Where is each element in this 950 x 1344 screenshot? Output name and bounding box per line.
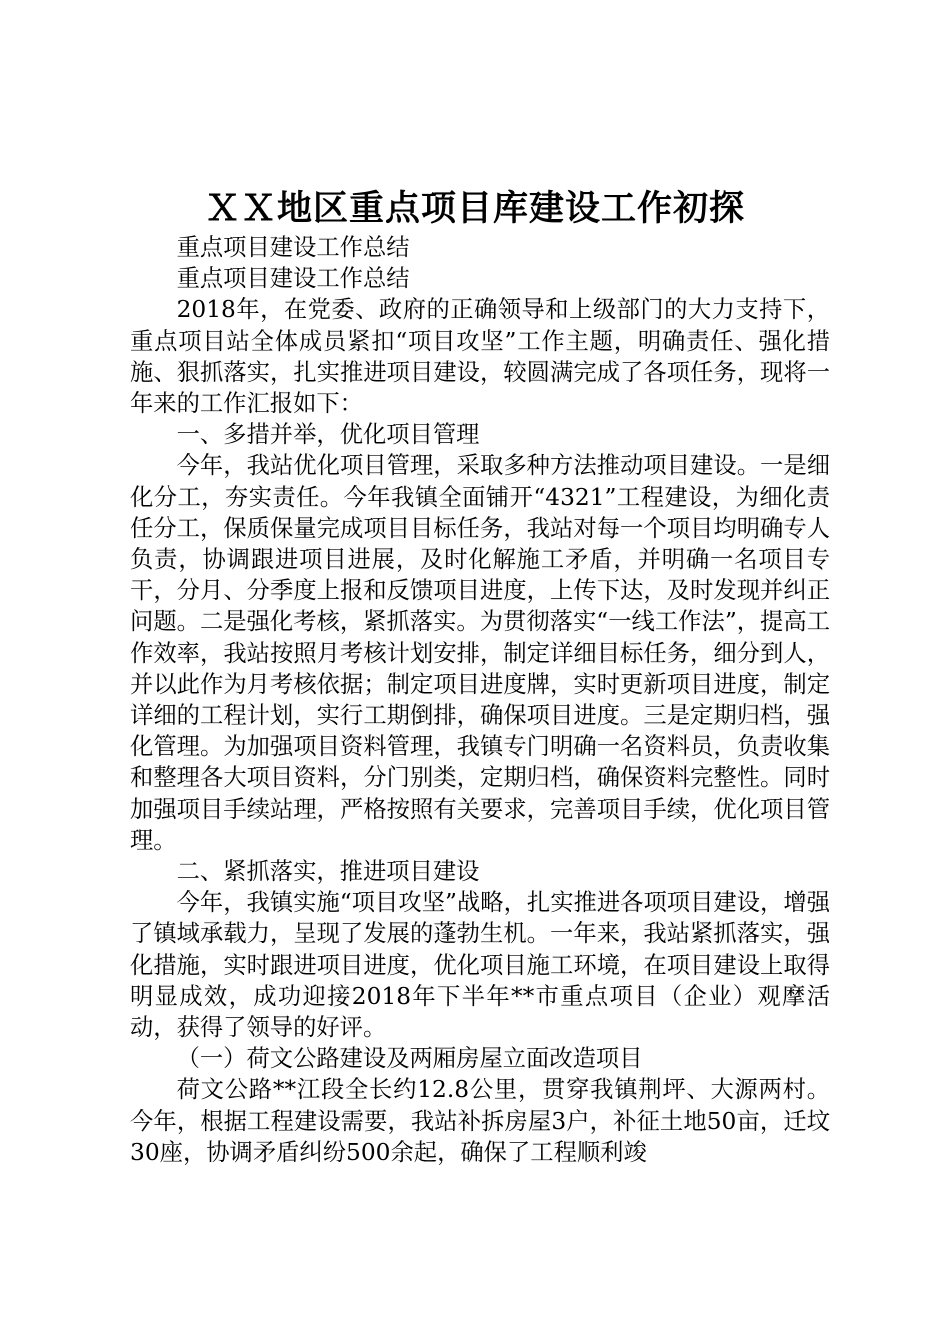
paragraph-subtitle-2: 重点项目建设工作总结: [176, 265, 410, 293]
subsection-heading-1: （一）荷文公路建设及两厢房屋立面改造项目: [176, 1045, 643, 1073]
document-body: [130, 232, 830, 1168]
paragraph-subtitle-1: 重点项目建设工作总结: [176, 234, 410, 261]
paragraph-intro: 2018年，在党委、政府的正确领导和上级部门的大力支持下，重点项目站全体成员紧扣“项目攻坚”工作主题，明确责任、强化措施、狠抓落实，扎实推进项目建设，较圆满完成了各项任务，现将一年来的工作汇报如下：: [130, 296, 830, 418]
section-heading-2: 二、紧抓落实，推进项目建设: [176, 858, 480, 886]
section-heading-1: 一、多措并举，优化项目管理: [176, 421, 480, 449]
paragraph-subsection-1: 荷文公路**江段全长约12.8公里，贯穿我镇荆坪、大源两村。今年，根据工程建设需要，我站补拆房屋3户，补征土地50亩，迁坟30座，协调矛盾纠纷500余起，确保了工程顺利竣: [130, 1076, 830, 1166]
paragraph-section-2: 今年，我镇实施“项目攻坚”战略，扎实推进各项项目建设，增强了镇域承载力，呈现了发展的蓬勃生机。一年来，我站紧抓落实，强化措施，实时跟进项目进度，优化项目施工环境，在项目建设上取得明显成效，成功迎接2018年下半年**市重点项目（企业）观摩活动，获得了领导的好评。: [130, 889, 830, 1042]
document-title: ＸＸ地区重点项目库建设工作初探: [204, 188, 745, 229]
paragraph-section-1: 今年，我站优化项目管理，采取多种方法推动项目建设。一是细化分工，夯实责任。今年我镇全面铺开“4321”工程建设，为细化责任分工，保质保量完成项目目标任务，我站对每一个项目均明确专人负责，协调跟进项目进展，及时化解施工矛盾，并明确一名项目专干，分月、分季度上报和反馈项目进度，上传下达，及时发现并纠正问题。二是强化考核，紧抓落实。为贯彻落实“一线工作法”，提高工作效率，我站按照月考核计划安排，制定详细目标任务，细分到人，并以此作为月考核依据；制定项目进度牌，实时更新项目进度，制定详细的工程计划，实行工期倒排，确保项目进度。三是定期归档，强化管理。为加强项目资料管理，我镇专门明确一名资料员，负责收集和整理各大项目资料，分门别类，定期归档，确保资料完整性。同时加强项目手续站理，严格按照有关要求，完善项目手续，优化项目管理。: [130, 452, 830, 854]
